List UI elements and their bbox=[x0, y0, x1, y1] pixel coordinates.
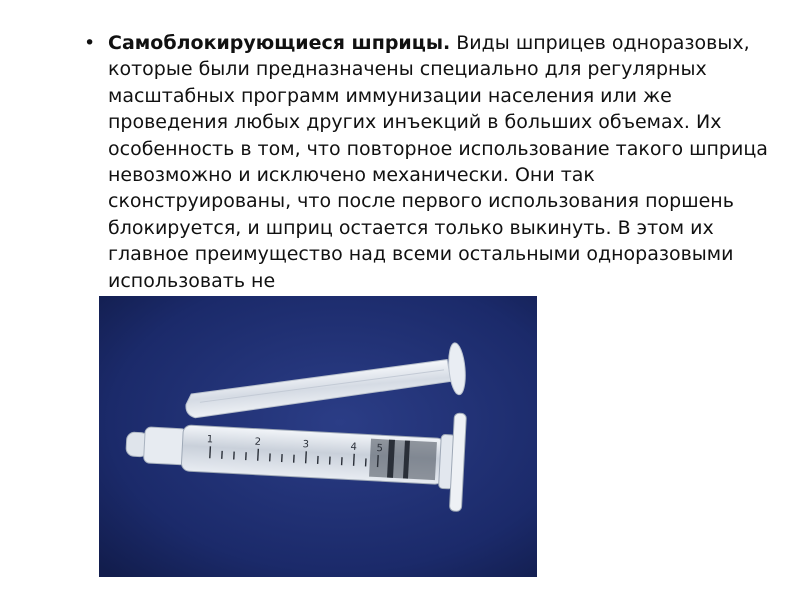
scale-number: 5 bbox=[376, 442, 384, 455]
syringe-photo bbox=[99, 296, 537, 577]
scale-number: 1 bbox=[206, 434, 214, 446]
paragraph-heading: Самоблокирующиеся шприцы. bbox=[108, 32, 451, 54]
scale-number: 4 bbox=[350, 441, 358, 453]
scale-number: 2 bbox=[254, 436, 262, 448]
paragraph-body: Виды шприцев одноразовых, которые были предназначены специально для регулярных масштабных программ иммунизации населения или же проведения любых других инъекций в больших объемах. Их особенность в том, что повторное использование такого шприца невозможно и исключено механически. Они так сконструированы, что после первого использования поршень блокируется, и шприц остается только выкинуть. В этом их главное преимущество над всеми остальными одноразовыми использовать не bbox=[108, 32, 768, 292]
bullet-text bbox=[108, 30, 774, 294]
bullet-paragraph bbox=[84, 30, 774, 294]
bullet-marker: • bbox=[84, 32, 96, 54]
scale-number: 3 bbox=[302, 439, 310, 451]
